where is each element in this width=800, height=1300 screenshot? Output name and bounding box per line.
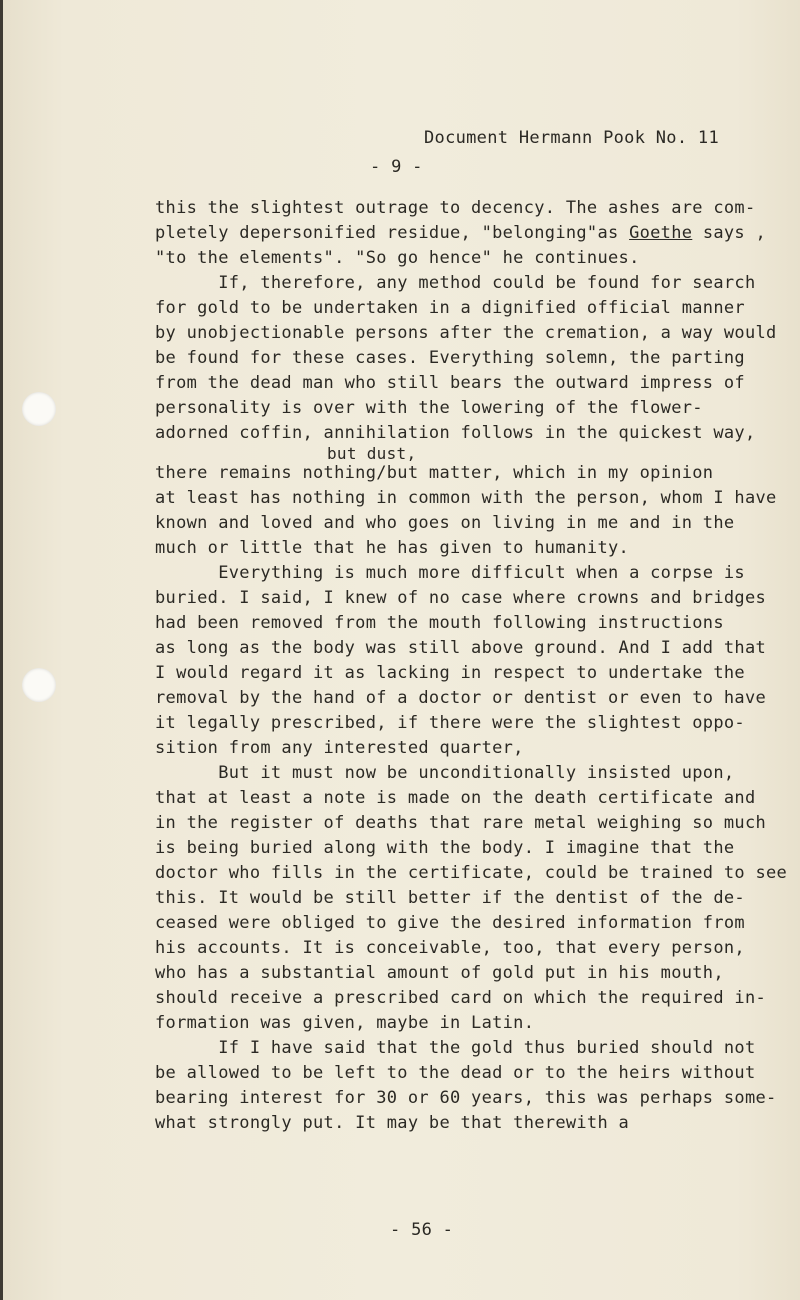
text-line: should receive a prescribed card on which the required in-: [155, 988, 767, 1008]
text-line: who has a substantial amount of gold put in his mouth,: [155, 963, 724, 983]
underlined-word: Goethe: [629, 223, 693, 243]
text-line: But it must now be unconditionally insisted upon,: [155, 763, 735, 783]
text-line: If I have said that the gold thus buried should not: [155, 1038, 756, 1058]
text-line: there remains nothing/but matter, which in my opinion: [155, 463, 714, 483]
text-line: this the slightest outrage to decency. The ashes are com-: [155, 198, 756, 218]
text-line: removal by the hand of a doctor or dentist or even to have: [155, 688, 767, 708]
page-number-top: - 9 -: [370, 157, 423, 177]
text-line: bearing interest for 30 or 60 years, this was perhaps some-: [155, 1088, 777, 1108]
punch-hole-upper: [22, 392, 56, 426]
text-line: doctor who fills in the certificate, could be trained to see: [155, 863, 788, 883]
text-line: Everything is much more difficult when a corpse is: [155, 563, 745, 583]
text-line: what strongly put. It may be that therewith a: [155, 1113, 630, 1133]
text-line: by unobjectionable persons after the cremation, a way would: [155, 323, 777, 343]
text-line: be allowed to be left to the dead or to the heirs without: [155, 1063, 756, 1083]
text-line: had been removed from the mouth following instructions: [155, 613, 724, 633]
text-line-segment: says ,: [692, 223, 767, 243]
text-line: "to the elements". "So go hence" he continues.: [155, 248, 640, 268]
interlinear-insert-line: [155, 446, 795, 461]
text-line: it legally prescribed, if there were the slightest oppo-: [155, 713, 745, 733]
text-line: from the dead man who still bears the outward impress of: [155, 373, 745, 393]
text-line: his accounts. It is conceivable, too, that every person,: [155, 938, 745, 958]
text-line-segment: pletely depersonified residue, "belonging"as: [155, 223, 630, 243]
text-line: ceased were obliged to give the desired information from: [155, 913, 745, 933]
text-line: sition from any interested quarter,: [155, 738, 524, 758]
document-label: Document Hermann Pook No. 11: [424, 128, 719, 148]
punch-hole-lower: [22, 668, 56, 702]
text-line: much or little that he has given to humanity.: [155, 538, 630, 558]
text-line: for gold to be undertaken in a dignified official manner: [155, 298, 745, 318]
text-line: personality is over with the lowering of the flower-: [155, 398, 703, 418]
text-line: is being buried along with the body. I imagine that the: [155, 838, 735, 858]
text-line: adorned coffin, annihilation follows in the quickest way,: [155, 423, 756, 443]
page-number-bottom: - 56 -: [390, 1220, 454, 1240]
text-line: this. It would be still better if the dentist of the de-: [155, 888, 745, 908]
text-line: that at least a note is made on the death certificate and: [155, 788, 756, 808]
text-line: as long as the body was still above ground. And I add that: [155, 638, 767, 658]
text-line: at least has nothing in common with the person, whom I have: [155, 488, 777, 508]
text-line: known and loved and who goes on living in me and in the: [155, 513, 735, 533]
text-line: I would regard it as lacking in respect to undertake the: [155, 663, 745, 683]
text-line: formation was given, maybe in Latin.: [155, 1013, 535, 1033]
page-edge: [0, 0, 3, 1300]
text-line: [155, 221, 795, 246]
text-line: in the register of deaths that rare metal weighing so much: [155, 813, 767, 833]
body-text: [155, 196, 795, 1136]
text-line: If, therefore, any method could be found for search: [155, 273, 756, 293]
text-line: buried. I said, I knew of no case where crowns and bridges: [155, 588, 767, 608]
text-line: be found for these cases. Everything solemn, the parting: [155, 348, 745, 368]
interlinear-insert: but dust,: [327, 444, 417, 463]
